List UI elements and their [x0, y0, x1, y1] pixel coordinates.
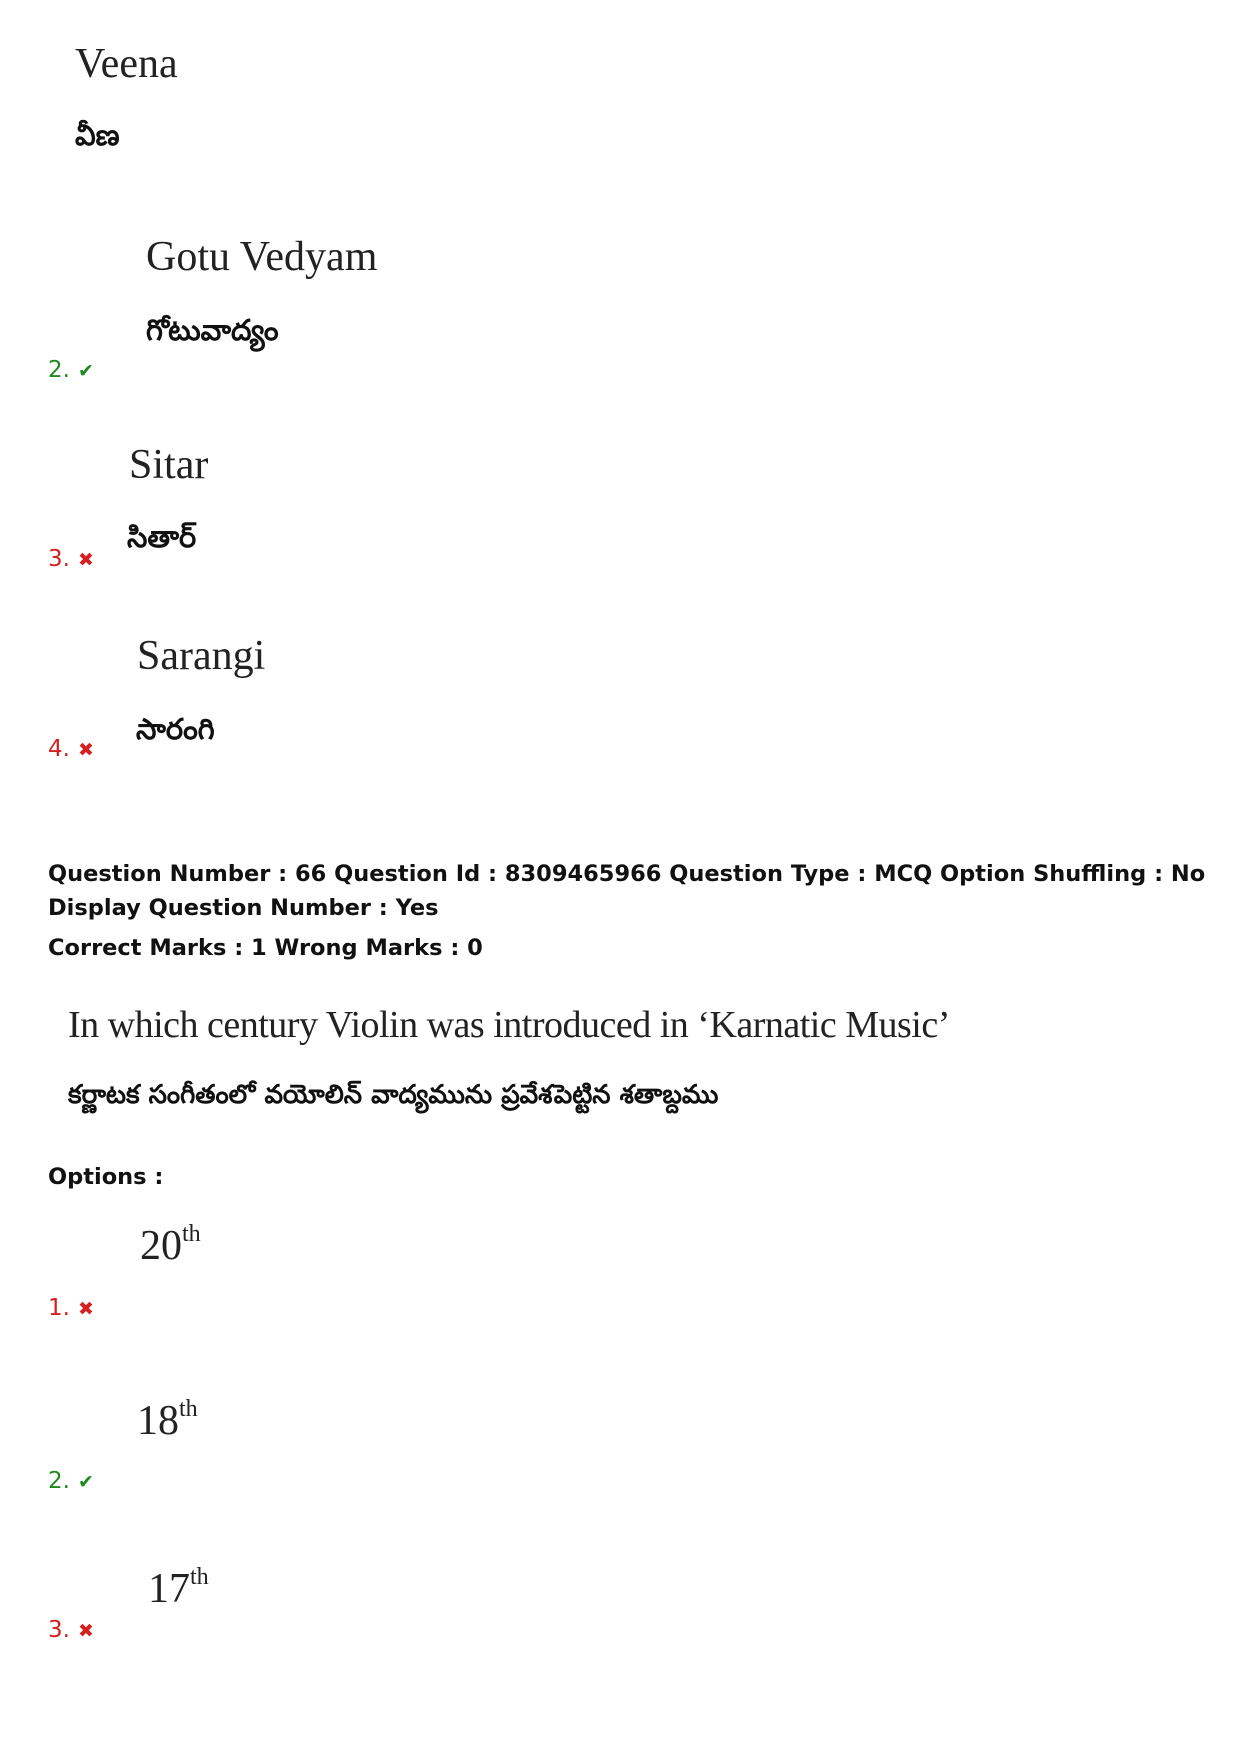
check-icon: ✔ — [77, 360, 94, 382]
option-2-suffix: th — [179, 1396, 198, 1422]
prev-option-3-marker — [48, 546, 94, 572]
option-1-number: 1. — [48, 1295, 70, 1321]
option-2-value — [137, 1397, 198, 1445]
options-label: Options : — [48, 1164, 164, 1190]
option-1-suffix: th — [182, 1221, 201, 1247]
prev-option-3-english: Sitar — [129, 442, 209, 488]
option-3-marker — [48, 1617, 94, 1643]
prev-option-3-telugu: సితార్ — [127, 520, 197, 554]
prev-option-2-telugu: గోటువాద్యం — [146, 313, 279, 347]
option-2-number: 2. — [48, 1468, 70, 1494]
option-1-number-value: 20 — [140, 1223, 182, 1269]
option-1-value — [140, 1222, 201, 1270]
check-icon: ✔ — [77, 1471, 94, 1493]
option-1-marker — [48, 1295, 94, 1321]
prev-option-1-telugu: వీణ — [75, 118, 120, 152]
option-3-number-value: 17 — [148, 1566, 190, 1612]
option-2-marker — [48, 1468, 94, 1494]
question-meta-line-2: Display Question Number : Yes — [48, 895, 439, 921]
prev-option-4-number: 4. — [48, 736, 70, 762]
question-meta-line-1: Question Number : 66 Question Id : 8309465966 Question Type : MCQ Option Shuffling : No — [48, 861, 1206, 887]
option-3-value — [148, 1565, 209, 1613]
cross-icon: ✖ — [77, 549, 94, 571]
prev-option-1-english: Veena — [75, 41, 178, 87]
option-3-number: 3. — [48, 1617, 70, 1643]
cross-icon: ✖ — [77, 739, 94, 761]
option-2-number-value: 18 — [137, 1398, 179, 1444]
question-text-telugu: కర్ణాటక సంగీతంలో వయోలిన్ వాద్యమును ప్రవేశపెట్టిన శతాబ్దము — [68, 1080, 719, 1110]
cross-icon: ✖ — [77, 1298, 94, 1320]
option-3-suffix: th — [190, 1564, 209, 1590]
cross-icon: ✖ — [77, 1620, 94, 1642]
prev-option-4-marker — [48, 736, 94, 762]
prev-option-2-marker — [48, 357, 94, 383]
prev-option-2-english: Gotu Vedyam — [146, 234, 378, 280]
prev-option-4-english: Sarangi — [137, 633, 266, 679]
question-text-english: In which century Violin was introduced in ‘Karnatic Music’ — [68, 1004, 950, 1046]
prev-option-3-number: 3. — [48, 546, 70, 572]
question-meta-line-3: Correct Marks : 1 Wrong Marks : 0 — [48, 935, 483, 961]
prev-option-4-telugu: సారంగి — [136, 712, 215, 746]
prev-option-2-number: 2. — [48, 357, 70, 383]
